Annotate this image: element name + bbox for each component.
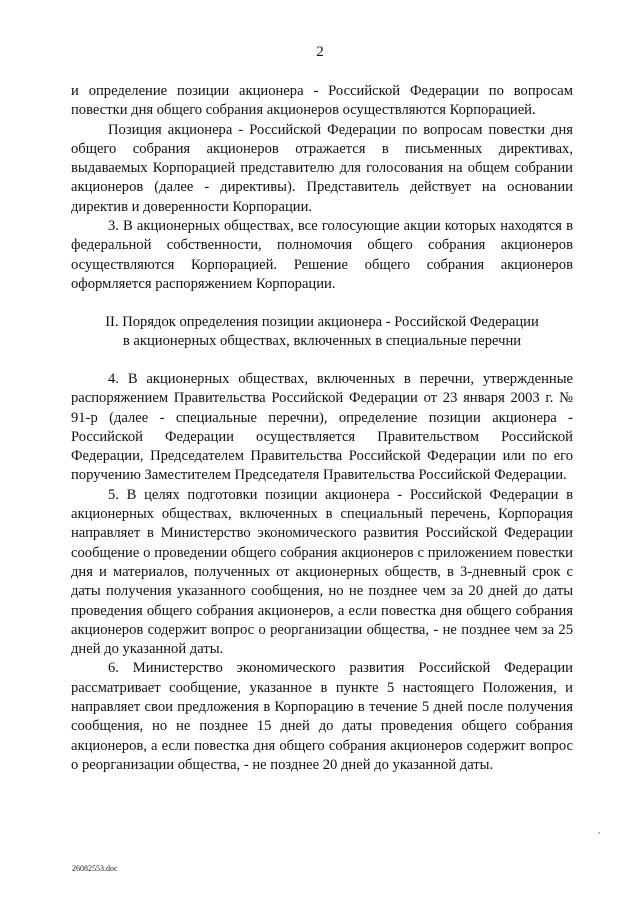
paragraph-item-4: 4. В акционерных обществах, включенных в перечни, утвержденные распоряжением Правительства Российской Федерации от 23 января 2003 г. № 91-р (далее - специальные перечни), определение позиции акционера - Российской Федерации осуществляется Правительством Российской Федерации, Председателем Правительства Российской Федерации или по его поручению Заместителем Председателя Правительства Российской Федерации. [71, 371, 573, 484]
document-body-intro [71, 82, 573, 294]
paragraph-item-3: 3. В акционерных обществах, все голосующие акции которых находятся в федеральной собственности, полномочия общего собрания акционеров осуществляются Корпорацией. Решение общего собрания акционеров оформляется распоряжением Корпорации. [71, 218, 573, 292]
section-heading [71, 313, 573, 352]
page-number: 2 [316, 44, 324, 60]
footer-filename: 26082553.doc [72, 864, 118, 873]
section-heading-line-1: II. Порядок определения позиции акционера - Российской Федерации [105, 314, 539, 330]
section-heading-line-2: в акционерных обществах, включенных в специальные перечни [122, 333, 522, 350]
paragraph-item-5: 5. В целях подготовки позиции акционера - Российской Федерации в акционерных обществах, включенных в специальный перечень, Корпорация направляет в Министерство экономического развития Российской Федерации сообщение о проведении общего собрания акционеров с приложением повестки дня и материалов, полученных от акционерных обществ, в 3-дневный срок с даты получения указанного сообщения, но не позднее чем за 20 дней до даты проведения общего собрания акционеров, а если повестка дня общего собрания акционеров содержит вопрос о реорганизации общества, - не позднее чем за 25 дней до указанной даты. [71, 486, 573, 658]
paragraph-item-6: 6. Министерство экономического развития Российской Федерации рассматривает сообщение, указанное в пункте 5 настоящего Положения, и направляет свои предложения в Корпорацию в течение 5 дней после получения сообщения, но не позднее 15 дней до даты проведения общего собрания акционеров, а если повестка дня общего собрания акционеров содержит вопрос о реорганизации общества, - не позднее 20 дней до указанной даты. [71, 660, 573, 773]
paragraph-continuation: и определение позиции акционера - Российской Федерации по вопросам повестки дня общего собрания акционеров осуществляются Корпорацией. [71, 83, 573, 119]
document-body-section-2 [71, 370, 573, 775]
paragraph-directives: Позиция акционера - Российской Федерации по вопросам повестки дня общего собрания акционеров отражается в письменных директивах, выдаваемых Корпорацией представителю для голосования на общем собрании акционеров (далее - директивы). Представитель действует на основании директив и доверенности Корпорации. [71, 121, 573, 215]
scan-mark [598, 832, 600, 834]
